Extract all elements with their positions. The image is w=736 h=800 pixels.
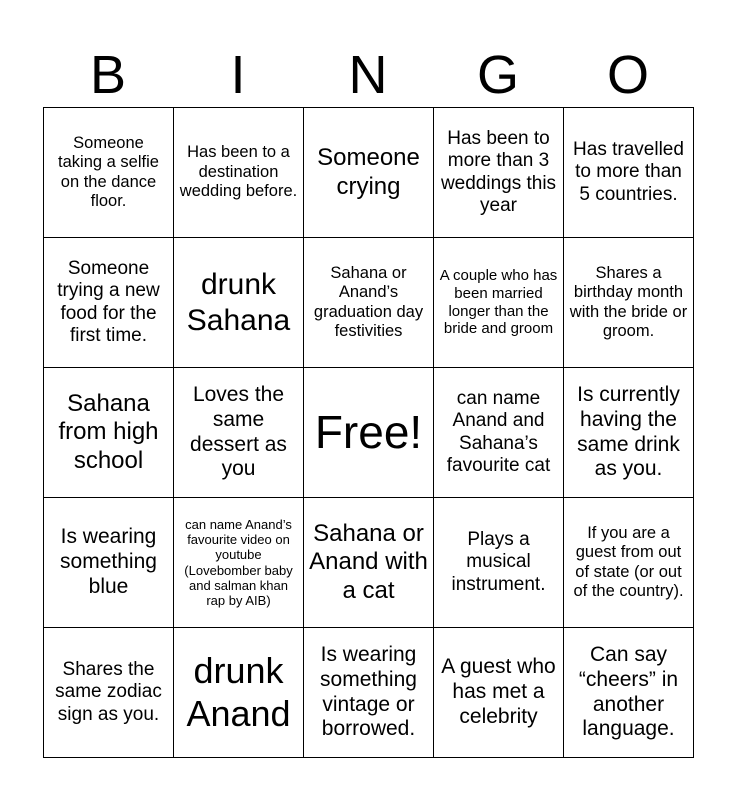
- bingo-cell[interactable]: [434, 238, 564, 368]
- cell-text: Has travelled to more than 5 countries.: [573, 138, 684, 205]
- bingo-grid: [43, 107, 694, 758]
- cell-text: Can say “cheers” in another language.: [578, 642, 679, 741]
- bingo-cell[interactable]: [44, 368, 174, 498]
- bingo-cell[interactable]: [434, 108, 564, 238]
- bingo-cell[interactable]: [174, 108, 304, 238]
- bingo-cell[interactable]: [304, 238, 434, 368]
- header-letter-i: I: [230, 45, 246, 105]
- bingo-cell[interactable]: [434, 628, 564, 758]
- cell-text: If you are a guest from out of state (or out of the country).: [573, 523, 684, 600]
- cell-text: Loves the same dessert as you: [190, 382, 287, 481]
- bingo-cell[interactable]: [44, 238, 174, 368]
- bingo-cell[interactable]: [174, 498, 304, 628]
- bingo-cell[interactable]: [304, 108, 434, 238]
- bingo-cell[interactable]: [564, 238, 694, 368]
- bingo-cell[interactable]: [434, 498, 564, 628]
- bingo-cell[interactable]: [304, 498, 434, 628]
- header-letter-b: B: [89, 45, 127, 105]
- cell-text: Someone taking a selfie on the dance floor.: [58, 133, 159, 210]
- bingo-cell[interactable]: [44, 498, 174, 628]
- bingo-cell[interactable]: [44, 628, 174, 758]
- cell-text: Is wearing something vintage or borrowed.: [320, 642, 417, 741]
- cell-text: Shares the same zodiac sign as you.: [55, 658, 162, 725]
- free-space-text: Free!: [314, 406, 423, 459]
- bingo-cell[interactable]: [564, 368, 694, 498]
- header-letter-g: G: [476, 45, 519, 105]
- cell-text: Shares a birthday month with the bride or groom.: [569, 263, 688, 340]
- cell-text: drunk Sahana: [186, 268, 291, 337]
- cell-text: Sahana or Anand with a cat: [309, 520, 428, 604]
- bingo-cell[interactable]: [564, 498, 694, 628]
- bingo-cell[interactable]: [564, 628, 694, 758]
- cell-text: Sahana or Anand’s graduation day festivities: [313, 263, 424, 340]
- cell-text: Someone crying: [317, 144, 420, 200]
- bingo-header: [43, 44, 693, 106]
- bingo-cell[interactable]: [174, 628, 304, 758]
- cell-text: can name Anand and Sahana’s favourite cat: [446, 387, 551, 476]
- bingo-cell[interactable]: [44, 108, 174, 238]
- cell-text: Is wearing something blue: [60, 525, 157, 598]
- cell-text: Has been to more than 3 weddings this year: [440, 127, 557, 216]
- header-letter-o: O: [606, 45, 649, 105]
- bingo-cell[interactable]: [434, 368, 564, 498]
- bingo-cell[interactable]: [174, 368, 304, 498]
- bingo-cell[interactable]: [174, 238, 304, 368]
- cell-text: A guest who has met a celebrity: [441, 655, 556, 728]
- cell-text: drunk Anand: [186, 650, 291, 734]
- cell-text: A couple who has been married longer than the bride and groom: [439, 267, 558, 338]
- cell-text: Plays a musical instrument.: [451, 528, 546, 595]
- cell-text: Sahana from high school: [58, 390, 159, 474]
- bingo-cell[interactable]: [304, 628, 434, 758]
- header-letter-n: N: [348, 45, 388, 105]
- cell-text: can name Anand’s favourite video on youtube (Lovebomber baby and salman khan rap by AIB): [184, 516, 293, 609]
- cell-text: Is currently having the same drink as you.: [577, 382, 680, 481]
- free-space-cell[interactable]: [304, 368, 434, 498]
- cell-text: Someone trying a new food for the first time.: [57, 257, 160, 346]
- bingo-cell[interactable]: [564, 108, 694, 238]
- cell-text: Has been to a destination wedding before.: [179, 143, 298, 201]
